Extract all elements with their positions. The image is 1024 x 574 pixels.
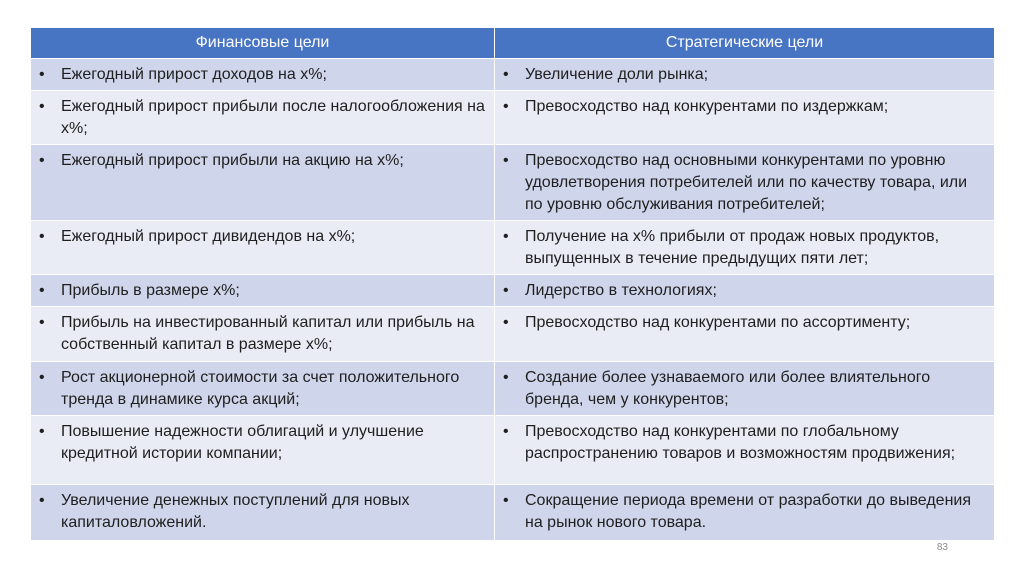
- table-row: [31, 91, 995, 145]
- financial-goal-cell: [31, 145, 495, 221]
- financial-goal-cell: [31, 221, 495, 275]
- table-header-row: [31, 28, 995, 59]
- financial-goal-cell: [31, 362, 495, 416]
- header-financial-goals: Финансовые цели: [31, 28, 495, 59]
- goal-text: Увеличение денежных поступлений для новых капиталовложений.: [61, 492, 410, 531]
- bullet-icon: •: [39, 228, 45, 245]
- financial-goal-cell: [31, 91, 495, 145]
- goal-text: Увеличение доли рынка;: [525, 66, 709, 83]
- goal-text: Прибыль в размере х%;: [61, 282, 240, 299]
- goal-text: Лидерство в технологиях;: [525, 282, 717, 299]
- bullet-icon: •: [503, 423, 509, 440]
- table-row: [31, 362, 995, 416]
- financial-goal-cell: [31, 59, 495, 91]
- table-row: [31, 307, 995, 362]
- bullet-icon: •: [39, 492, 45, 509]
- goal-text: Превосходство над основными конкурентами по уровню удовлетворения потребителей или по качеству товара, или по уровню обслуживания потребителей;: [525, 152, 968, 213]
- table-row: [31, 275, 995, 307]
- page-number: 83: [936, 542, 948, 553]
- strategic-goal-cell: [495, 145, 995, 221]
- table-row: [31, 485, 995, 541]
- financial-goal-cell: [31, 275, 495, 307]
- goal-text: Превосходство над конкурентами по издержкам;: [525, 98, 889, 115]
- goal-text: Рост акционерной стоимости за счет положительного тренда в динамике курса акций;: [61, 369, 460, 408]
- strategic-goal-cell: [495, 91, 995, 145]
- bullet-icon: •: [39, 282, 45, 299]
- strategic-goal-cell: [495, 59, 995, 91]
- bullet-icon: •: [503, 314, 509, 331]
- strategic-goal-cell: [495, 221, 995, 275]
- bullet-icon: •: [39, 369, 45, 386]
- table-row: [31, 59, 995, 91]
- bullet-icon: •: [503, 369, 509, 386]
- bullet-icon: •: [39, 66, 45, 83]
- goal-text: Ежегодный прирост доходов на х%;: [61, 66, 327, 83]
- goal-text: Получение на х% прибыли от продаж новых продуктов, выпущенных в течение предыдущих пяти лет;: [525, 228, 940, 267]
- goal-text: Превосходство над конкурентами по ассортименту;: [525, 314, 911, 331]
- goal-text: Ежегодный прирост прибыли после налогообложения на х%;: [61, 98, 485, 137]
- bullet-icon: •: [39, 423, 45, 440]
- goal-text: Повышение надежности облигаций и улучшение кредитной истории компании;: [61, 423, 424, 462]
- financial-goal-cell: [31, 485, 495, 541]
- table-row: [31, 221, 995, 275]
- bullet-icon: •: [503, 98, 509, 115]
- strategic-goal-cell: [495, 416, 995, 485]
- strategic-goal-cell: [495, 307, 995, 362]
- goal-text: Ежегодный прирост прибыли на акцию на х%;: [61, 152, 404, 169]
- financial-goal-cell: [31, 307, 495, 362]
- goal-text: Создание более узнаваемого или более влиятельного бренда, чем у конкурентов;: [525, 369, 931, 408]
- header-strategic-goals: Стратегические цели: [495, 28, 995, 59]
- bullet-icon: •: [39, 152, 45, 169]
- goal-text: Прибыль на инвестированный капитал или прибыль на собственный капитал в размере х%;: [61, 314, 475, 353]
- strategic-goal-cell: [495, 485, 995, 541]
- bullet-icon: •: [503, 492, 509, 509]
- goals-table: [30, 27, 995, 541]
- bullet-icon: •: [503, 228, 509, 245]
- goal-text: Превосходство над конкурентами по глобальному распространению товаров и возможностям продвижения;: [525, 423, 956, 462]
- strategic-goal-cell: [495, 275, 995, 307]
- strategic-goal-cell: [495, 362, 995, 416]
- financial-goal-cell: [31, 416, 495, 485]
- table-row: [31, 145, 995, 221]
- bullet-icon: •: [39, 314, 45, 331]
- bullet-icon: •: [503, 282, 509, 299]
- goal-text: Сокращение периода времени от разработки до выведения на рынок нового товара.: [525, 492, 971, 531]
- bullet-icon: •: [503, 66, 509, 83]
- bullet-icon: •: [39, 98, 45, 115]
- table-row: [31, 416, 995, 485]
- bullet-icon: •: [503, 152, 509, 169]
- goal-text: Ежегодный прирост дивидендов на х%;: [61, 228, 356, 245]
